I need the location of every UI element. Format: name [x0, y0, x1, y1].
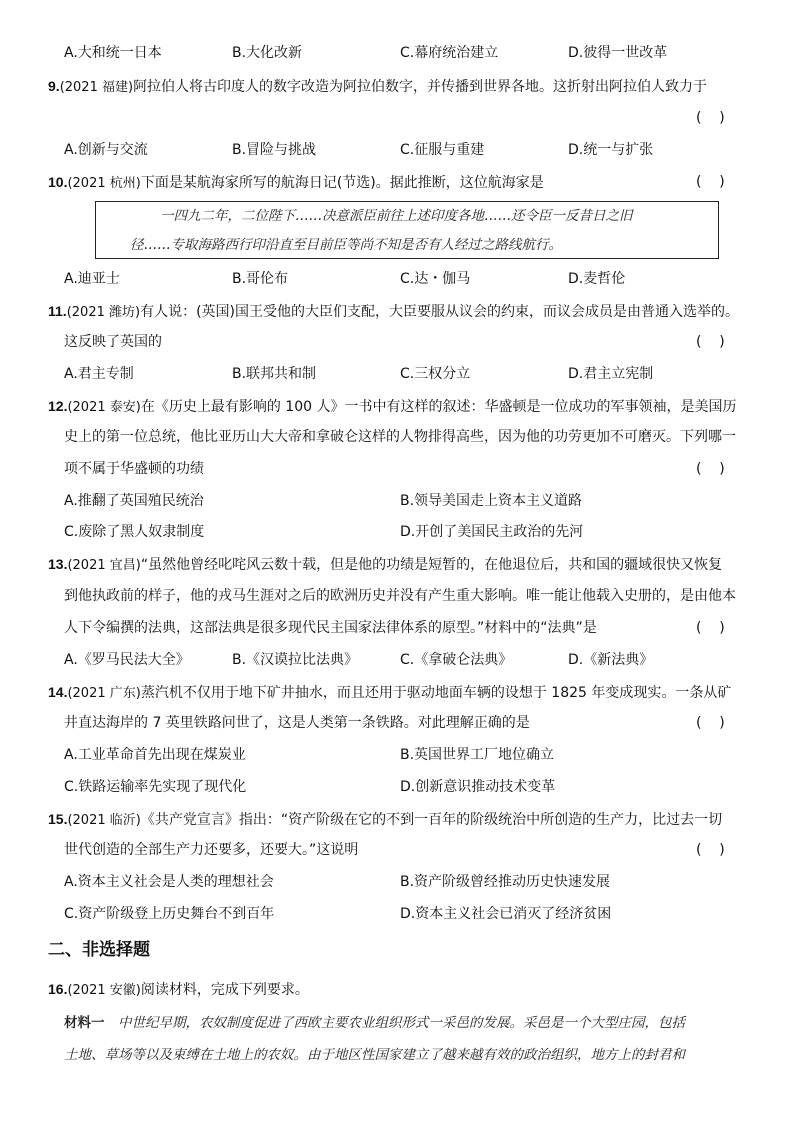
- q13-stem: [48, 555, 722, 575]
- q15-number: 15.: [48, 811, 68, 827]
- q14-option-b[interactable]: B.英国世界工厂地位确立: [400, 747, 555, 763]
- q16-stem: [48, 980, 309, 1000]
- q13-text-line-3: 人下令编撰的法典，这部法典是很多现代民主国家法律体系的原型。”材料中的“法典”是: [64, 620, 597, 636]
- q12-answer-paren[interactable]: ( ): [696, 461, 725, 477]
- q14-answer-paren[interactable]: ( ): [696, 715, 725, 731]
- q10-option-a[interactable]: A.迪亚士: [64, 271, 120, 287]
- q15-source: (2021 临沂): [67, 813, 141, 828]
- q14-text-line-2: 井直达海岸的 7 英里铁路问世了，这是人类第一条铁路。对此理解正确的是: [64, 715, 530, 731]
- q13-option-a[interactable]: A.《罗马民法大全》: [64, 652, 190, 668]
- q15-option-a[interactable]: A.资本主义社会是人类的理想社会: [64, 874, 274, 890]
- q11-text-line-1: 有人说：(英国)国王受他的大臣们支配，大臣要服从议会的约束，而议会成员是由普通入选举的。: [140, 304, 739, 320]
- q15-text-line-1: 《共产党宣言》指出：“资产阶级在它的不到一百年的阶级统治中所创造的生产力，比过去一切: [140, 812, 723, 828]
- q11-text-line-2: 这反映了英国的: [64, 334, 162, 350]
- q8-option-a[interactable]: A.大和统一日本: [64, 45, 162, 61]
- q12-stem: [48, 397, 736, 417]
- q16-material-label: 材料一: [64, 1015, 105, 1031]
- q9-answer-paren[interactable]: ( ): [696, 110, 725, 126]
- q12-text-line-3: 项不属于华盛顿的功绩: [64, 461, 204, 477]
- q13-option-d[interactable]: D.《新法典》: [568, 652, 654, 668]
- q8-option-d[interactable]: D.彼得一世改革: [568, 45, 668, 61]
- q10-quote-line-1: 一四九二年，二位陛下……决意派臣前往上述印度各地……还令臣一反昔日之旧: [160, 208, 633, 224]
- q16-material-line-2: 土地、草场等以及束缚在土地上的农奴。由于地区性国家建立了越来越有效的政治组织，地方上的封君和: [64, 1047, 685, 1063]
- q13-option-c[interactable]: C.《拿破仑法典》: [400, 652, 513, 668]
- q13-answer-paren[interactable]: ( ): [696, 620, 725, 636]
- q10-source: (2021 杭州): [67, 176, 141, 191]
- q13-option-b[interactable]: B.《汉谟拉比法典》: [232, 652, 359, 668]
- q11-option-b[interactable]: B.联邦共和制: [232, 366, 317, 382]
- q12-source: (2021 泰安): [67, 400, 141, 415]
- q11-source: (2021 潍坊): [66, 305, 141, 320]
- q12-number: 12.: [48, 398, 68, 414]
- q12-option-c[interactable]: C.废除了黑人奴隶制度: [64, 524, 205, 540]
- q9-option-c[interactable]: C.征服与重建: [400, 142, 485, 158]
- q9-text: 阿拉伯人将古印度人的数字改造为阿拉伯数字，并传播到世界各地。这折射出阿拉伯人致力于: [133, 79, 708, 95]
- q13-text-line-1: “虽然他曾经叱咤风云数十载，但是他的功绩是短暂的，在他退位后，共和国的疆域很快又恢复: [140, 557, 723, 573]
- q10-stem: [48, 173, 544, 193]
- q8-option-b[interactable]: B.大化改新: [232, 45, 303, 61]
- q9-option-d[interactable]: D.统一与扩张: [568, 142, 654, 158]
- q15-option-b[interactable]: B.资产阶级曾经推动历史快速发展: [400, 874, 611, 890]
- q14-source: (2021 广东): [67, 686, 141, 701]
- q10-option-c[interactable]: C.达・伽马: [400, 271, 471, 287]
- q12-text-line-2: 史上的第一位总统，他比亚历山大大帝和拿破仑这样的人物排得高些，因为他的功劳更加不可磨灭。下列哪一: [64, 429, 736, 445]
- q10-answer-paren[interactable]: ( ): [696, 174, 725, 190]
- q13-text-line-2: 到他执政前的样子，他的戎马生涯对之后的欧洲历史并没有产生重大影响。唯一能让他载入史册的，是由他本: [64, 588, 736, 604]
- q10-text: 下面是某航海家所写的航海日记(节选)。据此推断，这位航海家是: [140, 175, 544, 191]
- q14-option-d[interactable]: D.创新意识推动技术变革: [400, 779, 556, 795]
- q13-source: (2021 宜昌): [67, 558, 141, 573]
- q8-option-c[interactable]: C.幕府统治建立: [400, 45, 499, 61]
- q15-option-d[interactable]: D.资本主义社会已消灭了经济贫困: [400, 906, 612, 922]
- q12-text-line-1: 在《历史上最有影响的 100 人》一书中有这样的叙述：华盛顿是一位成功的军事领袖，是美国历: [140, 399, 737, 415]
- q16-material-text-1: 中世纪早期，农奴制度促进了西欧主要农业组织形式一采邑的发展。采邑是一个大型庄园，包括: [118, 1015, 685, 1031]
- q12-option-b[interactable]: B.领导美国走上资本主义道路: [400, 493, 583, 509]
- q15-stem: [48, 810, 722, 830]
- q9-source: (2021 福建): [59, 80, 134, 95]
- q12-option-d[interactable]: D.开创了美国民主政治的先河: [400, 524, 584, 540]
- q11-option-c[interactable]: C.三权分立: [400, 366, 471, 382]
- q14-text-line-1: 蒸汽机不仅用于地下矿井抽水，而且还用于驱动地面车辆的设想于 1825 年变成现实。一条从矿: [140, 685, 732, 701]
- q14-stem: [48, 683, 731, 703]
- q14-option-c[interactable]: C.铁路运输率先实现了现代化: [64, 779, 247, 795]
- q9-stem: [48, 77, 707, 97]
- q11-option-a[interactable]: A.君主专制: [64, 366, 134, 382]
- q16-text: 阅读材料，完成下列要求。: [140, 982, 309, 998]
- q11-answer-paren[interactable]: ( ): [696, 334, 725, 350]
- q11-option-d[interactable]: D.君主立宪制: [568, 366, 654, 382]
- section-heading: 二、非选择题: [48, 940, 150, 960]
- q13-number: 13.: [48, 556, 68, 572]
- q9-option-b[interactable]: B.冒险与挑战: [232, 142, 317, 158]
- q12-option-a[interactable]: A.推翻了英国殖民统治: [64, 493, 204, 509]
- q14-option-a[interactable]: A.工业革命首先出现在煤炭业: [64, 747, 246, 763]
- q11-stem: [48, 302, 739, 322]
- q16-source: (2021 安徽): [67, 983, 141, 998]
- q16-number: 16.: [48, 981, 68, 997]
- q14-number: 14.: [48, 684, 68, 700]
- q10-quote-line-2: 径……专取海路西行印沿直至目前臣等尚不知是否有人经过之路线航行。: [130, 237, 562, 253]
- q15-option-c[interactable]: C.资产阶级登上历史舞台不到百年: [64, 906, 275, 922]
- q16-material-line-1: [64, 1014, 685, 1032]
- q9-option-a[interactable]: A.创新与交流: [64, 142, 148, 158]
- q9-number: 9.: [48, 78, 60, 94]
- q11-number: 11.: [48, 303, 67, 319]
- q15-text-line-2: 世代创造的全部生产力还要多，还要大。”这说明: [64, 842, 359, 858]
- q10-number: 10.: [48, 174, 68, 190]
- q10-option-b[interactable]: B.哥伦布: [232, 271, 289, 287]
- q15-answer-paren[interactable]: ( ): [696, 842, 725, 858]
- q10-option-d[interactable]: D.麦哲伦: [568, 271, 626, 287]
